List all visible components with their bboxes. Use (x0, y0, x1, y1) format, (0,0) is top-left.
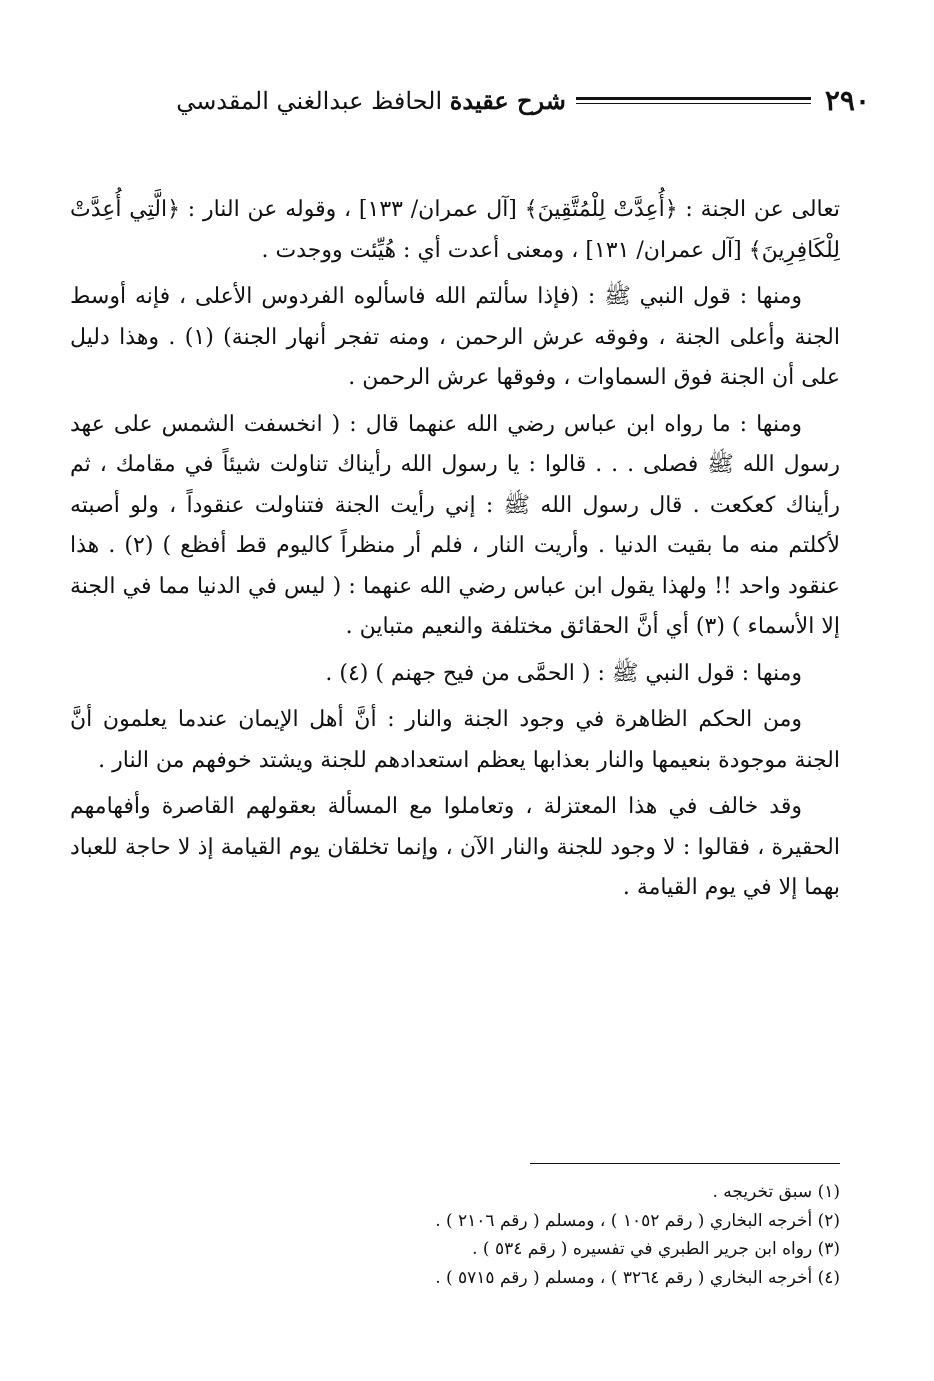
header-rule (576, 97, 811, 104)
footnote: (٣) رواه ابن جرير الطبري في تفسيره ( رقم ٥٣٤ ) . (472, 1239, 840, 1259)
paragraph: تعالى عن الجنة : ﴿أُعِدَّتْ لِلْمُتَّقِينَ﴾ [آل عمران/ ١٣٣] ، وقوله عن النار : ﴿الَّتِي أُعِدَّتْ لِلْكَافِرِينَ﴾ [آل عمران/ ١٣١] ، ومعنى أعدت أي : هُيِّئت ووجدت . (70, 197, 840, 263)
page-number: ٢٩٠ (824, 83, 870, 117)
footnote: (٢) أخرجه البخاري ( رقم ١٠٥٢ ) ، ومسلم ( رقم ٢١٠٦ ) . (435, 1210, 840, 1231)
running-header (70, 80, 870, 120)
main-text (70, 190, 840, 915)
book-title-bold: شرح عقيدة (449, 85, 566, 115)
book-title (176, 86, 566, 115)
footnote-divider (530, 1163, 840, 1164)
footnotes (200, 1178, 840, 1292)
paragraph: ومنها : ما رواه ابن عباس رضي الله عنهما قال : ( انخسفت الشمس على عهد رسول الله ﷺ فصلى . . . قالوا : يا رسول الله رأيناك تناولت شيئاً في مقامك ، ثم رأيناك كعكعت . قال رسول الله ﷺ : إني رأيت الجنة فتناولت عنقوداً ، ولو أصبته لأكلتم منه ما بقيت الدنيا . وأريت النار ، فلم أر منظراً كاليوم قط أفظع ) (٢) . هذا عنقود واحد !! ولهذا يقول ابن عباس رضي الله عنهما : ( ليس في الدنيا مما في الجنة إلا الأسماء ) (٣) أي أنَّ الحقائق مختلفة والنعيم متباين . (70, 411, 840, 639)
paragraph: ومنها : قول النبي ﷺ : (فإذا سألتم الله فاسألوه الفردوس الأعلى ، فإنه أوسط الجنة وأعلى الجنة ، وفوقه عرش الرحمن ، ومنه تفجر أنهار الجنة) (١) . وهذا دليل على أن الجنة فوق السماوات ، وفوقها عرش الرحمن . (70, 284, 840, 390)
paragraph: ومنها : قول النبي ﷺ : ( الحمَّى من فيح جهنم ) (٤) . (325, 660, 802, 686)
footnote: (٤) أخرجه البخاري ( رقم ٣٢٦٤ ) ، ومسلم ( رقم ٥٧١٥ ) . (435, 1267, 840, 1288)
book-title-rest: الحافظ عبدالغني المقدسي (176, 86, 443, 115)
footnote: (١) سبق تخريجه . (712, 1182, 840, 1202)
paragraph: وقد خالف في هذا المعتزلة ، وتعاملوا مع المسألة بعقولهم القاصرة وأفهامهم الحقيرة ، فقالوا : لا وجود للجنة والنار الآن ، وإنما تخلقان يوم القيامة إذ لا حاجة للعباد بهما إلا في يوم القيامة . (70, 794, 840, 900)
paragraph: ومن الحكم الظاهرة في وجود الجنة والنار : أنَّ أهل الإيمان عندما يعلمون أنَّ الجنة موجودة بنعيمها والنار بعذابها يعظم استعدادهم للجنة ويشتد خوفهم من النار . (70, 707, 840, 773)
